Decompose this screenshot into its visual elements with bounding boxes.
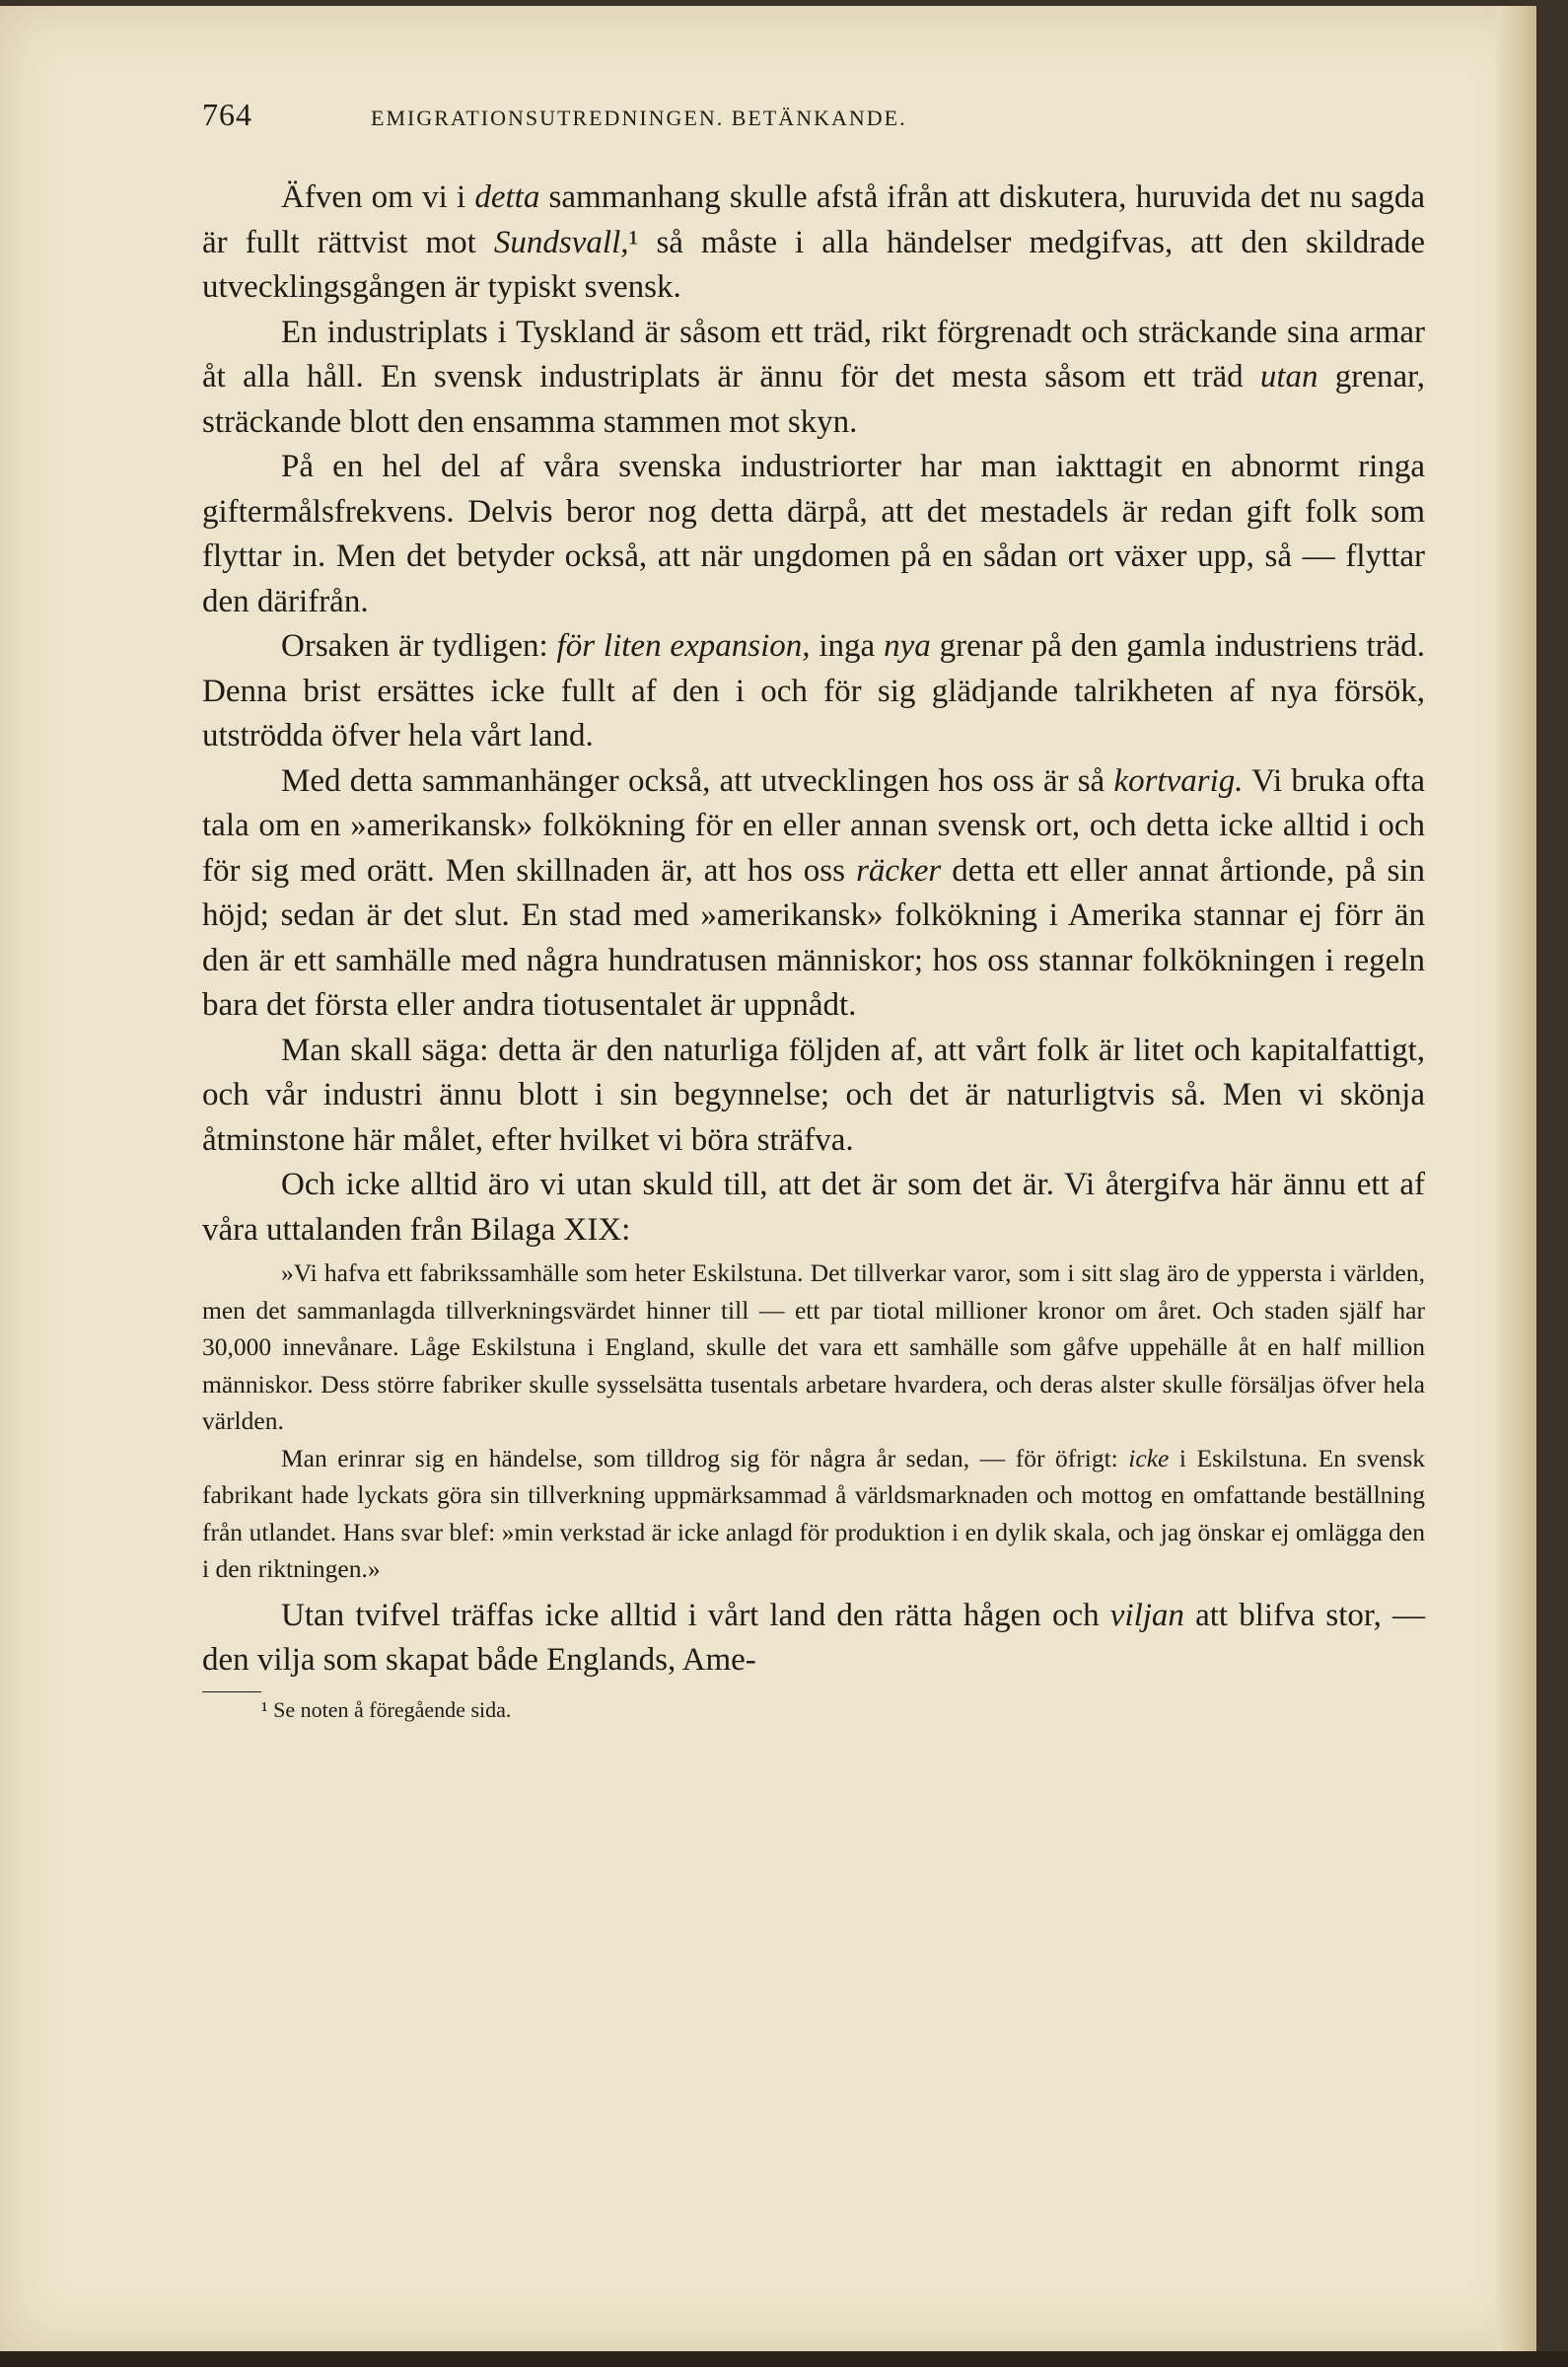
closing-paragraph-1 [202,1594,1425,1684]
italic-text: räcker [856,852,942,889]
page-content [202,97,1425,1724]
text-run: Med detta sammanhänger också, att utvecklingen hos oss är så [281,762,1114,799]
page-number: 764 [202,97,252,132]
text-run: Äfven om vi i [281,179,475,215]
italic-text: utan [1259,359,1319,394]
quote-paragraph-2 [202,1440,1425,1588]
closing-text [202,1594,1425,1684]
paragraph-6 [202,1029,1425,1164]
italic-text: icke [1128,1443,1170,1472]
text-run: En industriplats i Tyskland är såsom ett träd, rikt förgrenadt och sträckande sina armar åt alla håll. En svensk industriplats är ännu för det mesta såsom ett träd [202,314,1425,394]
text-run: ¹ så måste i alla händelser medgifvas, att den skildrade utvecklingsgången är typiskt svensk. [202,224,1426,305]
paragraph-7 [202,1163,1425,1253]
text-run: grenar på den gamla industriens träd. Denna brist ersättes icke fullt af den i och för sig glädjande talrikheten af nya försök, utströdda öfver hela vårt land. [202,628,1426,753]
text-run: i Eskilstuna. En svensk fabrikant hade lyckats göra sin tillverkning uppmärksammad å världsmarknaden och mottog en omfattande beställning från utlandet. Hans svar blef: »min verkstad är icke anlagd för produktion i en dylik skala, och jag önskar ej omlägga den i den riktningen.» [202,1443,1425,1583]
text-run: att blifva stor, — den vilja som skapat både Englands, Ame- [202,1597,1425,1678]
page [0,6,1536,2351]
italic-text: viljan [1109,1597,1184,1633]
footnote-rule [202,1691,261,1692]
scan-bottom-edge [0,2351,1568,2367]
italic-text: för liten expansion, [556,628,811,664]
page-header [202,97,1425,136]
paragraph-1 [202,176,1425,311]
text-run: Orsaken är tydligen: [281,628,557,664]
text-run: sammanhang skulle afstå ifrån att diskutera, huruvida det nu sagda är fullt rättvist mot [202,179,1425,260]
paragraph-5 [202,759,1425,1029]
text-run: inga [810,628,885,664]
italic-text: nya [884,628,931,664]
text-run: Man erinrar sig en händelse, som tilldrog sig för några år sedan, — för öfrigt: [281,1443,1129,1472]
text-run: detta ett eller annat årtionde, på sin höjd; sedan är det slut. En stad med »amerikansk» folkökning i Amerika stannar ej förr än den är ett samhälle med några hundratusen människor; hos oss stannar folkökningen i regeln bara det första eller andra tiotusentalet är uppnådt. [202,852,1426,1023]
text-run: grenar, sträckande blott den ensamma stammen mot skyn. [202,359,1426,440]
text-run: »Vi hafva ett fabrikssamhälle som heter Eskilstuna. Det tillverkar varor, som i sitt slag äro de yppersta i världen, men det sammanlagda tillverkningsvärdet hinner till — ett par tiotal millioner kronor om året. Och staden själf har 30,000 innevånare. Låge Eskilstuna i England, skulle det vara ett samhälle som gåfve uppehälle åt en half million människor. Dess större fabriker skulle sysselsätta tusentals arbetare hvardera, och deras alster skulle försäljas öfver hela världen. [202,1258,1425,1435]
italic-text: Sundsvall, [493,224,629,260]
running-title: EMIGRATIONSUTREDNINGEN. BETÄNKANDE. [371,106,907,130]
paragraph-3 [202,445,1425,624]
italic-text: detta [474,179,540,215]
italic-text: kortvarig. [1113,762,1244,799]
page-edge [1497,6,1536,2351]
text-run: Vi bruka ofta tala om en »amerikansk» folkökning för en eller annan svensk ort, och detta icke alltid i och för sig med orätt. Men skillnaden är, att hos oss [202,762,1425,889]
text-run: På en hel del af våra svenska industriorter har man iakttagit en abnormt ringa giftermålsfrekvens. Delvis beror nog detta därpå, att det mestadels är redan gift folk som flyttar in. Men det betyder också, att när ungdomen på en sådan ort växer upp, så — flyttar den därifrån. [202,449,1425,619]
text-run: Utan tvifvel träffas icke alltid i vårt land den rätta hågen och [281,1597,1110,1633]
text-run: Man skall säga: detta är den naturliga följden af, att vårt folk är litet och kapitalfattigt, och vår industri ännu blott i sin begynnelse; och det är naturligtvis så. Men vi skönja åtminstone här målet, efter hvilket vi böra sträfva. [202,1032,1425,1158]
block-quote [202,1255,1425,1588]
quote-paragraph-1 [202,1255,1425,1440]
body-text [202,176,1425,1253]
paragraph-4 [202,624,1425,759]
text-run: Och icke alltid äro vi utan skuld till, att det är som det är. Vi återgifva här ännu ett af våra uttalanden från Bilaga XIX: [202,1167,1425,1248]
paragraph-2 [202,311,1425,446]
footnote: ¹ Se noten å föregående sida. [261,1696,512,1722]
